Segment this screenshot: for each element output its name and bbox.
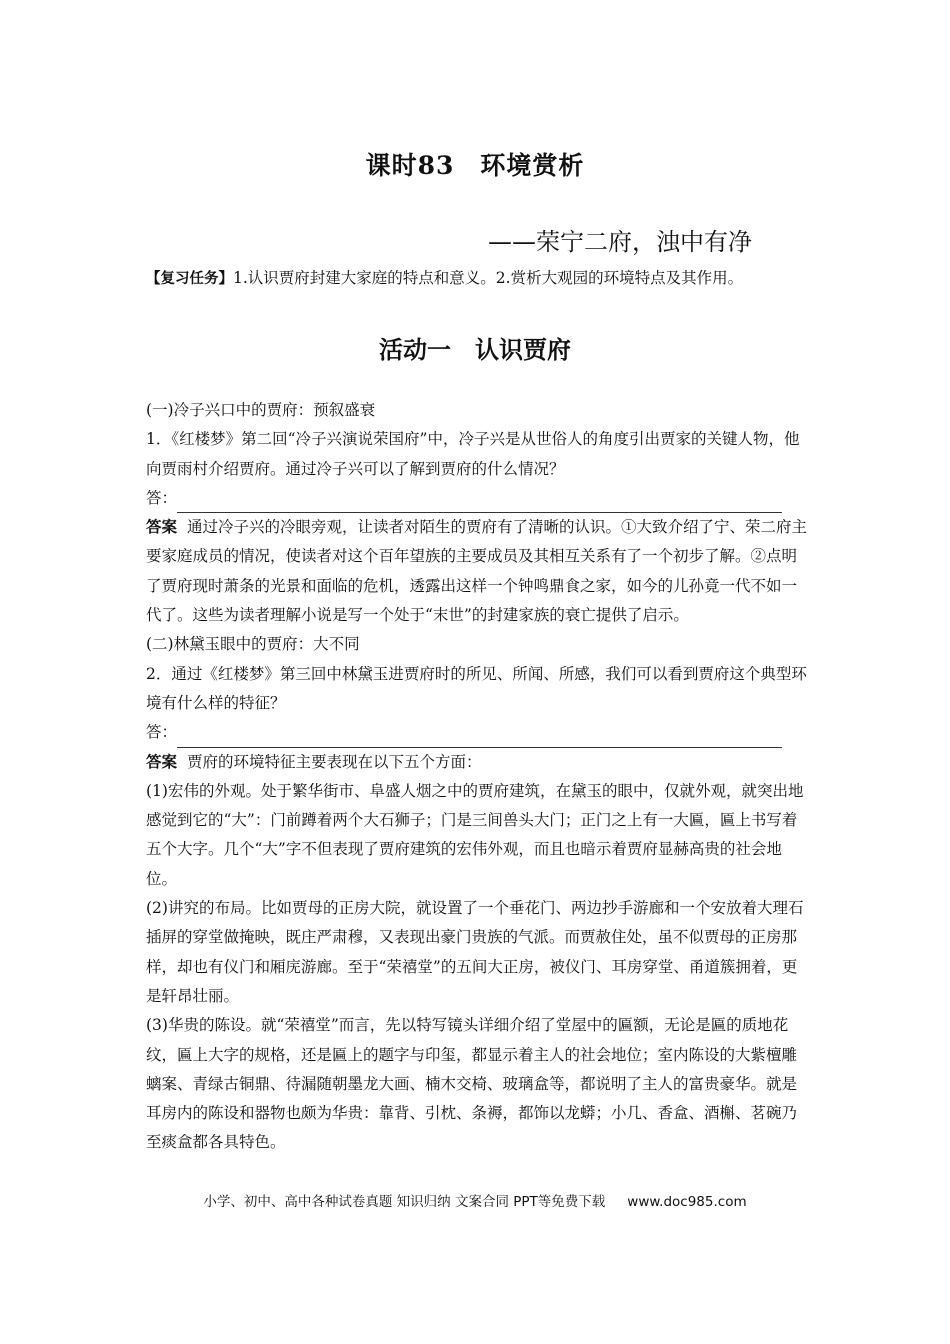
- footer-text: 小学、初中、高中各种试卷真题 知识归纳 文案合同 PPT等免费下载: [203, 1194, 606, 1210]
- answer-1: [146, 513, 808, 630]
- answer-2: [146, 748, 808, 777]
- answer-2-text: 贾府的环境特征主要表现在以下五个方面：: [187, 752, 482, 771]
- activity-title: 活动一 认识贾府: [379, 335, 571, 364]
- section-heading-2: (二)林黛玉眼中的贾府：大不同: [146, 635, 360, 654]
- paragraph-1: (1)宏伟的外观。处于繁华街市、阜盛人烟之中的贾府建筑，在黛玉的眼中，仅就外观，就突出地感觉到它的“大”：门前蹲着两个大石狮子；门是三间兽头大门；正门之上有一大匾，匾上书写着五个大字。几个“大”字不但表现了贾府建筑的宏伟外观，而且也暗示着贾府显赫高贵的社会地位。: [146, 781, 804, 888]
- question-2: 2．通过《红楼梦》第三回中林黛玉进贾府时的所见、所闻、所感，我们可以看到贾府这个典型环境有什么样的特征？: [146, 664, 807, 712]
- answer-label: 答案: [146, 752, 178, 771]
- answer-label: 答案: [146, 518, 178, 537]
- answer-prompt: 答：: [146, 488, 178, 507]
- review-task: [146, 266, 806, 288]
- review-task-label: 【复习任务】: [146, 271, 233, 287]
- answer-blank-1[interactable]: [177, 494, 782, 513]
- answer-prompt: 答：: [146, 723, 178, 742]
- section-heading-1: (一)冷子兴口中的贾府：预叙盛衰: [146, 401, 376, 419]
- answer-1-text: 通过冷子兴的冷眼旁观，让读者对陌生的贾府有了清晰的认识。①大致介绍了宁、荣二府主要家庭成员的情况，使读者对这个百年望族的主要成员及其相互关系有了一个初步了解。②点明了贾府现时萧条的光景和面临的危机，透露出这样一个钟鸣鼎食之家，如今的儿孙竟一代不如一代了。这些为读者理解小说是写一个处于“末世”的封建家族的衰亡提供了启示。: [146, 518, 808, 625]
- question-1: 1．《红楼梦》第二回“冷子兴演说荣国府”中，冷子兴是从世俗人的角度引出贾家的关键人物，他向贾雨村介绍贾府。通过冷子兴可以了解到贾府的什么情况？: [146, 430, 800, 478]
- review-task-text: 1.认识贾府封建大家庭的特点和意义。2.赏析大观园的环境特点及其作用。: [233, 269, 744, 287]
- lesson-subtitle: ——荣宁二府，浊中有净: [488, 228, 752, 256]
- content-body: [146, 396, 808, 1158]
- answer-line-2: [146, 718, 808, 747]
- answer-line-1: [146, 484, 808, 513]
- footer: [0, 1190, 950, 1210]
- lesson-title: 课时83 环境赏析: [365, 151, 585, 180]
- answer-blank-2[interactable]: [177, 729, 782, 748]
- paragraph-3: (3)华贵的陈设。就“荣禧堂”而言，先以特写镜头详细介绍了堂屋中的匾额，无论是匾的质地花纹，匾上大字的规格，还是匾上的题字与印玺，都显示着主人的社会地位；室内陈设的大紫檀雕螭案、青绿古铜鼎、待漏随朝墨龙大画、楠木交椅、玻璃盒等，都说明了主人的富贵豪华。就是耳房内的陈设和器物也颇为华贵：靠背、引枕、条褥，都饰以龙蟒；小几、香盒、酒槲、茗碗乃至痰盒都各具特色。: [146, 1016, 798, 1152]
- footer-url-link[interactable]: www.doc985.com: [627, 1194, 747, 1210]
- paragraph-2: (2)讲究的布局。比如贾母的正房大院，就设置了一个垂花门、两边抄手游廊和一个安放着大理石插屏的穿堂做掩映，既庄严肃穆，又表现出豪门贵族的气派。而贾赦住处，虽不似贾母的正房那样，却也有仪门和厢庑游廊。至于“荣禧堂”的五间大正房，被仪门、耳房穿堂、甬道簇拥着，更是轩昂壮丽。: [146, 899, 804, 1005]
